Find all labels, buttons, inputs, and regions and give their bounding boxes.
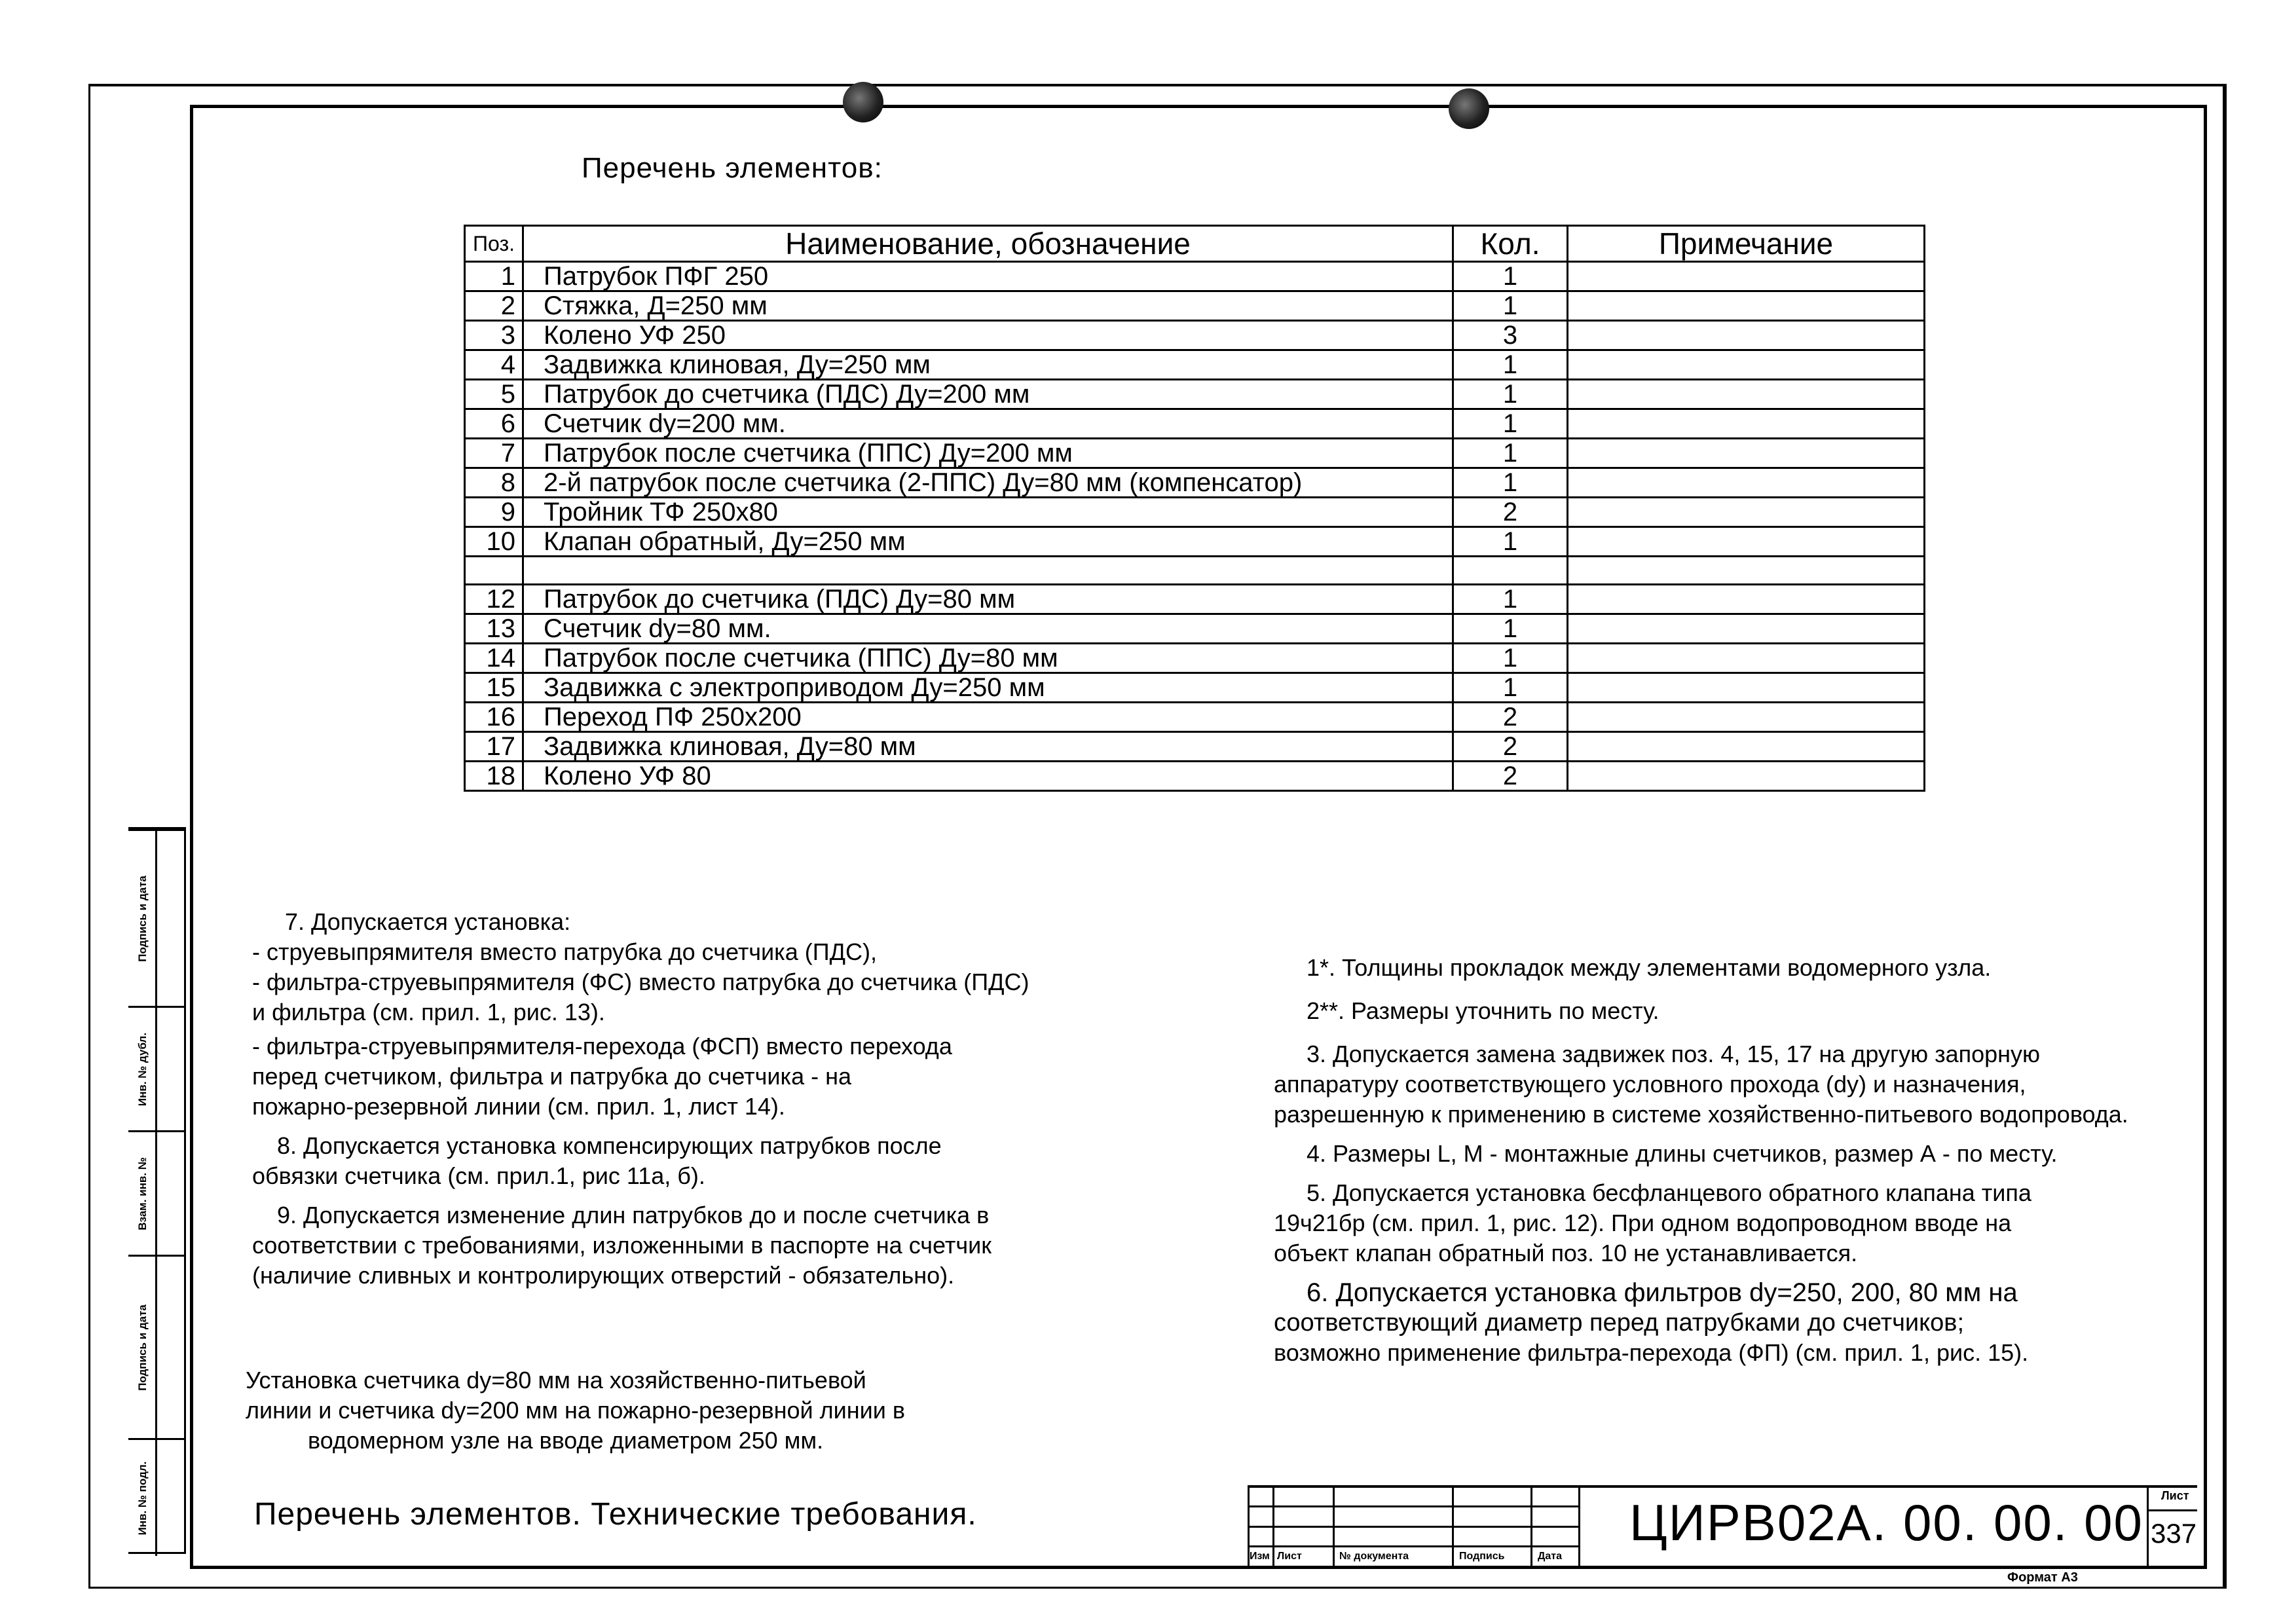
cell-qty bbox=[1453, 557, 1568, 585]
table-row bbox=[465, 732, 1925, 762]
cell-note bbox=[1568, 439, 1925, 468]
stamp-caption-list: Лист bbox=[1277, 1551, 1302, 1562]
right-notes bbox=[1274, 953, 2191, 1368]
cell-note bbox=[1568, 380, 1925, 409]
cell-name: Стяжка, Д=250 мм bbox=[523, 291, 1453, 321]
cell-qty: 1 bbox=[1453, 380, 1568, 409]
cell-note bbox=[1568, 527, 1925, 557]
note-8-line2: обвязки счетчика (см. прил.1, рис 11а, б). bbox=[252, 1162, 705, 1189]
cell-note bbox=[1568, 614, 1925, 644]
cell-qty: 1 bbox=[1453, 614, 1568, 644]
cell-pos bbox=[465, 557, 523, 585]
note-7c-line3: пожарно-резервной линии (см. прил. 1, лист 14). bbox=[252, 1093, 785, 1120]
cell-note bbox=[1568, 703, 1925, 732]
cell-pos: 18 bbox=[465, 762, 523, 791]
cell-pos: 14 bbox=[465, 644, 523, 673]
cell-qty: 3 bbox=[1453, 321, 1568, 350]
table-row bbox=[465, 350, 1925, 380]
cell-qty: 1 bbox=[1453, 291, 1568, 321]
cell-name: Задвижка клиновая, Ду=250 мм bbox=[523, 350, 1453, 380]
cell-name: Клапан обратный, Ду=250 мм bbox=[523, 527, 1453, 557]
note-7a: - струевыпрямителя вместо патрубка до счетчика (ПДС), bbox=[252, 938, 877, 965]
table-row bbox=[465, 321, 1925, 350]
note-4: 4. Размеры L, M - монтажные длины счетчиков, размер А - по месту. bbox=[1307, 1140, 2058, 1167]
table-row bbox=[465, 644, 1925, 673]
cell-pos: 17 bbox=[465, 732, 523, 762]
caption-line1: Установка счетчика dy=80 мм на хозяйственно-питьевой bbox=[246, 1367, 866, 1393]
sheet-number: 337 bbox=[2151, 1518, 2197, 1549]
cell-pos: 4 bbox=[465, 350, 523, 380]
table-row bbox=[465, 468, 1925, 498]
cell-name: Задвижка с электроприводом Ду=250 мм bbox=[523, 673, 1453, 703]
cell-note bbox=[1568, 468, 1925, 498]
side-label-orig-inv: Инв. № подл. bbox=[136, 1461, 149, 1535]
drawing-title: Перечень элементов. Технические требования. bbox=[254, 1497, 977, 1532]
note-6-line1: 6. Допускается установка фильтров dy=250, 200, 80 мм на bbox=[1307, 1278, 2018, 1307]
cell-name bbox=[523, 557, 1453, 585]
cell-pos: 1 bbox=[465, 262, 523, 291]
cell-qty: 1 bbox=[1453, 644, 1568, 673]
table-row bbox=[465, 439, 1925, 468]
cell-pos: 15 bbox=[465, 673, 523, 703]
table-row bbox=[465, 557, 1925, 585]
side-stamp bbox=[128, 827, 186, 1554]
table-header-row bbox=[465, 226, 1925, 262]
side-label-dup-inv: Инв. № дубл. bbox=[136, 1032, 149, 1106]
cell-pos: 13 bbox=[465, 614, 523, 644]
cell-qty: 1 bbox=[1453, 585, 1568, 614]
cell-name: Патрубок ПФГ 250 bbox=[523, 262, 1453, 291]
cell-note bbox=[1568, 585, 1925, 614]
side-label-replace-inv: Взам. инв. № bbox=[136, 1156, 149, 1230]
cell-name: Счетчик dy=200 мм. bbox=[523, 409, 1453, 439]
cell-name: Патрубок до счетчика (ПДС) Ду=80 мм bbox=[523, 585, 1453, 614]
cell-note bbox=[1568, 732, 1925, 762]
note-9-line2: соответствии с требованиями, изложенными в паспорте на счетчик bbox=[252, 1232, 992, 1259]
stamp-caption-sign: Подпись bbox=[1459, 1551, 1505, 1562]
format-label: Формат А3 bbox=[2007, 1570, 2078, 1585]
cell-name: Патрубок после счетчика (ППС) Ду=80 мм bbox=[523, 644, 1453, 673]
note-3-line2: аппаратуру соответствующего условного прохода (dy) и назначения, bbox=[1274, 1071, 2026, 1098]
table-row bbox=[465, 762, 1925, 791]
cell-qty: 1 bbox=[1453, 350, 1568, 380]
cell-qty: 2 bbox=[1453, 762, 1568, 791]
side-cell-sign-date-1 bbox=[128, 829, 186, 1006]
punch-hole-left bbox=[843, 82, 883, 122]
cell-name: Тройник ТФ 250x80 bbox=[523, 498, 1453, 527]
cell-pos: 2 bbox=[465, 291, 523, 321]
table-row bbox=[465, 262, 1925, 291]
cell-name: 2-й патрубок после счетчика (2-ППС) Ду=80 мм (компенсатор) bbox=[523, 468, 1453, 498]
cell-name: Колено УФ 250 bbox=[523, 321, 1453, 350]
cell-qty: 2 bbox=[1453, 703, 1568, 732]
document-code: ЦИРВ02А. 00. 00. 00 bbox=[1629, 1494, 2143, 1551]
side-label-sign-date-1: Подпись и дата bbox=[136, 875, 149, 962]
elements-table bbox=[464, 225, 1925, 792]
header-name: Наименование, обозначение bbox=[523, 226, 1453, 262]
cell-note bbox=[1568, 762, 1925, 791]
note-7c-line2: перед счетчиком, фильтра и патрубка до счетчика - на bbox=[252, 1063, 851, 1090]
cell-qty: 1 bbox=[1453, 673, 1568, 703]
cell-pos: 16 bbox=[465, 703, 523, 732]
cell-note bbox=[1568, 409, 1925, 439]
sheet-label: Лист bbox=[2161, 1489, 2189, 1502]
side-cell-sign-date-2 bbox=[128, 1255, 186, 1438]
note-3-line3: разрешенную к применению в системе хозяйственно-питьевого водопровода. bbox=[1274, 1101, 2128, 1128]
cell-pos: 3 bbox=[465, 321, 523, 350]
cell-pos: 10 bbox=[465, 527, 523, 557]
header-qty: Кол. bbox=[1453, 226, 1568, 262]
cell-note bbox=[1568, 673, 1925, 703]
left-notes bbox=[252, 907, 1169, 1291]
header-note: Примечание bbox=[1568, 226, 1925, 262]
cell-note bbox=[1568, 350, 1925, 380]
cell-pos: 6 bbox=[465, 409, 523, 439]
cell-note bbox=[1568, 498, 1925, 527]
table-row bbox=[465, 673, 1925, 703]
note-5-line3: объект клапан обратный поз. 10 не устанавливается. bbox=[1274, 1240, 1858, 1266]
stamp-line bbox=[2147, 1509, 2197, 1511]
table-row bbox=[465, 409, 1925, 439]
note-7b-line2: и фильтра (см. прил. 1, рис. 13). bbox=[252, 999, 605, 1025]
note-3-line1: 3. Допускается замена задвижек поз. 4, 15, 17 на другую запорную bbox=[1307, 1041, 2041, 1067]
page-title: Перечень элементов: bbox=[582, 152, 883, 184]
table-row bbox=[465, 614, 1925, 644]
caption-line3: водомерном узле на вводе диаметром 250 мм. bbox=[308, 1427, 824, 1454]
side-cell-orig-inv bbox=[128, 1438, 186, 1556]
header-pos: Поз. bbox=[465, 226, 523, 262]
cell-qty: 1 bbox=[1453, 527, 1568, 557]
stamp-caption-date: Дата bbox=[1538, 1551, 1563, 1562]
cell-pos: 12 bbox=[465, 585, 523, 614]
note-1: 1*. Толщины прокладок между элементами водомерного узла. bbox=[1307, 954, 1992, 981]
table-row bbox=[465, 585, 1925, 614]
cell-name: Переход ПФ 250x200 bbox=[523, 703, 1453, 732]
note-7c-line1: - фильтра-струевыпрямителя-перехода (ФСП) вместо перехода bbox=[252, 1033, 952, 1060]
cell-qty: 1 bbox=[1453, 262, 1568, 291]
stamp-caption-doc: № документа bbox=[1339, 1551, 1409, 1562]
note-9-line1: 9. Допускается изменение длин патрубков до и после счетчика в bbox=[277, 1202, 990, 1228]
cell-note bbox=[1568, 291, 1925, 321]
punch-hole-right bbox=[1449, 88, 1489, 129]
table-row bbox=[465, 703, 1925, 732]
note-6-line2: соответствующий диаметр перед патрубками до счетчиков; bbox=[1274, 1309, 1965, 1337]
note-6-line3: возможно применение фильтра-перехода (ФП) (см. прил. 1, рис. 15). bbox=[1274, 1339, 2029, 1366]
note-7: 7. Допускается установка: bbox=[285, 908, 571, 935]
note-5-line1: 5. Допускается установка бесфланцевого обратного клапана типа bbox=[1307, 1179, 2031, 1206]
cell-name: Счетчик dy=80 мм. bbox=[523, 614, 1453, 644]
caption-block bbox=[246, 1365, 1031, 1456]
cell-note bbox=[1568, 262, 1925, 291]
note-5-line2: 19ч21бр (см. прил. 1, рис. 12). При одном водопроводном вводе на bbox=[1274, 1209, 2012, 1236]
side-cell-replace-inv bbox=[128, 1130, 186, 1255]
table-row bbox=[465, 380, 1925, 409]
cell-qty: 2 bbox=[1453, 498, 1568, 527]
cell-qty: 2 bbox=[1453, 732, 1568, 762]
cell-qty: 1 bbox=[1453, 439, 1568, 468]
table-row bbox=[465, 527, 1925, 557]
cell-note bbox=[1568, 321, 1925, 350]
side-label-sign-date-2: Подпись и дата bbox=[136, 1304, 149, 1391]
cell-pos: 8 bbox=[465, 468, 523, 498]
cell-note bbox=[1568, 644, 1925, 673]
note-8-line1: 8. Допускается установка компенсирующих патрубков после bbox=[277, 1132, 942, 1159]
caption-line2: линии и счетчика dy=200 мм на пожарно-резервной линии в bbox=[246, 1397, 905, 1424]
cell-pos: 7 bbox=[465, 439, 523, 468]
note-9-line3: (наличие сливных и контролирующих отверстий - обязательно). bbox=[252, 1262, 955, 1289]
side-cell-dup-inv bbox=[128, 1006, 186, 1130]
cell-note bbox=[1568, 557, 1925, 585]
table-row bbox=[465, 291, 1925, 321]
cell-name: Патрубок после счетчика (ППС) Ду=200 мм bbox=[523, 439, 1453, 468]
note-7b-line1: - фильтра-струевыпрямителя (ФС) вместо патрубка до счетчика (ПДС) bbox=[252, 969, 1029, 995]
cell-pos: 9 bbox=[465, 498, 523, 527]
cell-name: Задвижка клиновая, Ду=80 мм bbox=[523, 732, 1453, 762]
cell-pos: 5 bbox=[465, 380, 523, 409]
table-row bbox=[465, 498, 1925, 527]
cell-name: Колено УФ 80 bbox=[523, 762, 1453, 791]
cell-qty: 1 bbox=[1453, 409, 1568, 439]
cell-qty: 1 bbox=[1453, 468, 1568, 498]
stamp-caption-izm: Изм bbox=[1250, 1551, 1270, 1562]
cell-name: Патрубок до счетчика (ПДС) Ду=200 мм bbox=[523, 380, 1453, 409]
note-2: 2**. Размеры уточнить по месту. bbox=[1307, 997, 1660, 1024]
